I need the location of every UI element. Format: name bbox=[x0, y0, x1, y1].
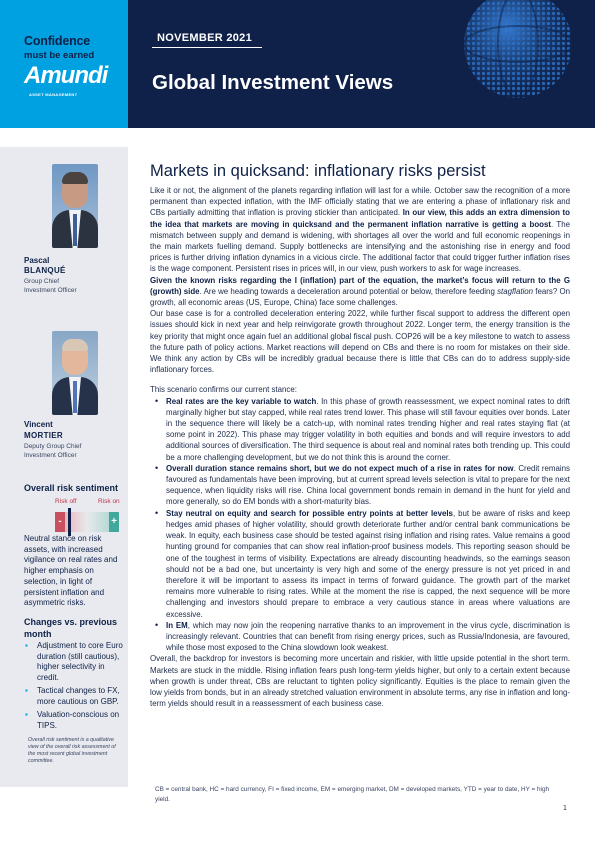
person-last-name: MORTIER bbox=[24, 431, 63, 440]
list-item: ▪ Tactical changes to FX, more cautious on GBP. bbox=[24, 686, 124, 707]
changes-title: Changes vs. previous month bbox=[24, 617, 118, 639]
list-item: • Stay neutral on equity and search for possible entry points at better levels, but be aware of risks and keep hedges amid phases of higher volatility, should growth deteriorate further and/or central bank communications be weak. In equity, each business case should be tested against rising inflation and rising rates. Value remains a good hunting ground for companies that can show real inflation-proof business models. This reporting season should be one of the toughest in terms of visibility. Expectations are already discounting headwinds, so the earnings season should not be a bad one, but uncertainty is very high and some of the energy pressure is not yet priced in and therefore it will be important to assess its impact in terms of forward guidance. The growth part of the market remains more vulnerable to rising rates. While at the moment the rise is capped, the next sequence will be more challenging and investors should prepare to embrace a very cautious stance in areas where valuations are excessive. bbox=[153, 508, 570, 620]
list-item: ▪ Valuation-conscious on TIPS. bbox=[24, 710, 124, 731]
risk-sentiment-text: Neutral stance on risk assets, with increased vigilance on real rates and higher emphasis on selection, in light of persistent inflation and asymmetric risks. bbox=[24, 534, 118, 608]
list-item: • Real rates are the key variable to watch. In this phase of growth reassessment, we expect nominal rates to drift marginally higher but stay capped, while real rates trend lower. This phase will still favour equities over bonds. Later in the sequence there will likely be a catch-up, with nominal rates trending higher and real rates staying flat (at some point in 2022). This phase may trigger volatility in both equities and bonds and will require investors to add additional sources of diversification. The third sequence is about real and nominal rates both trending up. This could be a more challenging development, but we do not think this is around the corner. bbox=[153, 396, 570, 463]
risk-sentiment-note: Overall risk sentiment is a qualitative view of the overall risk assessment of the most recent global investment committee. bbox=[28, 737, 116, 764]
paragraph: Overall, the backdrop for investors is becoming more uncertain and riskier, with little upside potential in the short term. Markets are stuck in the middle. Rising inflation fears push long-term yields higher, but only to a certain extent because when growth is under threat, CBs are reluctant to tighten policy significantly. Equities is the place to remain given the low yields from bonds, but in an already stretched valuation environment in absolute terms, any rise in inflation and long-term yields should result in a reassessment of each business case. bbox=[150, 654, 570, 709]
brand-tagline-second-line: must be earned bbox=[24, 50, 95, 61]
brand-tagline: Confidence bbox=[24, 34, 91, 48]
risk-plus-marker: + bbox=[109, 512, 119, 532]
risk-on-label: Risk on bbox=[98, 498, 120, 505]
person-role-second-line: Investment Officer bbox=[24, 287, 77, 294]
paragraph: Our base case is for a controlled deceleration entering 2022, while further fiscal support to address the different open issues should kick in next year and help reinvigorate growth throughout 2022. Longer term, the energy transition is the key priority that might once again fuel an additional global fiscal push. COP26 will be a key milestone to watch to assess the future path of policy actions. Market reactions will depend on CBs and there is no room for mistakes on their side. We think any action by CBs will be incredibly gradual because there is little that CBs can do to address supply-side inflationary forces. bbox=[150, 309, 570, 375]
risk-level-indicator bbox=[68, 508, 71, 536]
logo-subtitle: ASSET MANAGEMENT bbox=[29, 92, 78, 97]
issue-month: NOVEMBER 2021 bbox=[157, 32, 252, 44]
month-underline bbox=[152, 47, 262, 48]
page-title: Global Investment Views bbox=[152, 71, 394, 94]
brand-box bbox=[0, 0, 128, 128]
footnote: CB = central bank, HC = hard currency, FI = fixed income, EM = emerging market, DM = developed markets, YTD = year to date, HY = high yield. bbox=[155, 786, 550, 803]
page-number: 1 bbox=[563, 805, 567, 812]
person-last-name: BLANQUÉ bbox=[24, 266, 66, 275]
changes-list bbox=[24, 641, 124, 734]
person-first-name: Pascal bbox=[24, 256, 50, 265]
portrait-photo bbox=[52, 164, 98, 248]
person-role: Group Chief bbox=[24, 278, 60, 285]
person-role-second-line: Investment Officer bbox=[24, 452, 77, 459]
stance-bullet-list bbox=[150, 396, 570, 654]
paragraph: Given the known risks regarding the I (inflation) part of the equation, the market’s focus will return to the G (growth) side. Are we heading towards a deceleration around potential or below, therefore feeding stagflation fears? On growth, all economic areas (US, Europe, China) face some challenges. bbox=[150, 275, 570, 308]
person-first-name: Vincent bbox=[24, 420, 53, 429]
amundi-logo: Amundi bbox=[24, 62, 108, 89]
article-heading: Markets in quicksand: inflationary risks persist bbox=[150, 162, 486, 180]
paragraph: Like it or not, the alignment of the planets regarding inflation will last for a while. October saw the recognition of a more permanent than expected inflation, with the IMF officially stating that we are entering a phase of inflationary risk and CBs partially admitting that inflation is proving stickier than anticipated. In our view, this adds an extra dimension to the idea that markets are moving in quicksand and the permanent inflation narrative is getting a boost. The mismatch between supply and demand is widening, with shortages all over the world and full economic reopenings in the main markets fuelling demand. Supply bottlenecks are intensifying and the astonishing rise in energy and food prices is further driving inflation dynamics in a vicious circle. The additional factor that could trigger further inflation rises is the wage component. Persistent rises in prices will, in our view, push workers to ask for wage increases. bbox=[150, 186, 570, 274]
risk-sentiment-title: Overall risk sentiment bbox=[24, 483, 119, 493]
risk-minus-marker: - bbox=[55, 512, 65, 532]
globe-icon bbox=[456, 0, 586, 106]
risk-off-label: Risk off bbox=[55, 498, 77, 505]
paragraph: This scenario confirms our current stance: bbox=[150, 385, 297, 395]
list-item: • Overall duration stance remains short, but we do not expect much of a rise in rates for now. Credit remains favoured as fundamentals have been improving, but at current spread levels selection is vital to prepare for the next sequence, when liquidity risks will rise. China local government bonds remain in demand in the hunt for yield and more generally, so do EM bonds with a short-maturity bias. bbox=[153, 463, 570, 508]
list-item: ▪ Adjustment to core Euro duration (still cautious), higher selectivity in credit. bbox=[24, 641, 124, 683]
list-item: • In EM, which may now join the reopening narrative thanks to an improvement in the virus cycle, discrimination is increasingly relevant. Countries that can benefit from rising energy prices, such as Russia/Indonesia, are favoured, while those most exposed to the China slowdown look weakest. bbox=[153, 620, 570, 654]
page-header bbox=[0, 0, 595, 128]
portrait-photo bbox=[52, 331, 98, 415]
person-role: Deputy Group Chief bbox=[24, 443, 82, 450]
article-body bbox=[150, 160, 570, 709]
